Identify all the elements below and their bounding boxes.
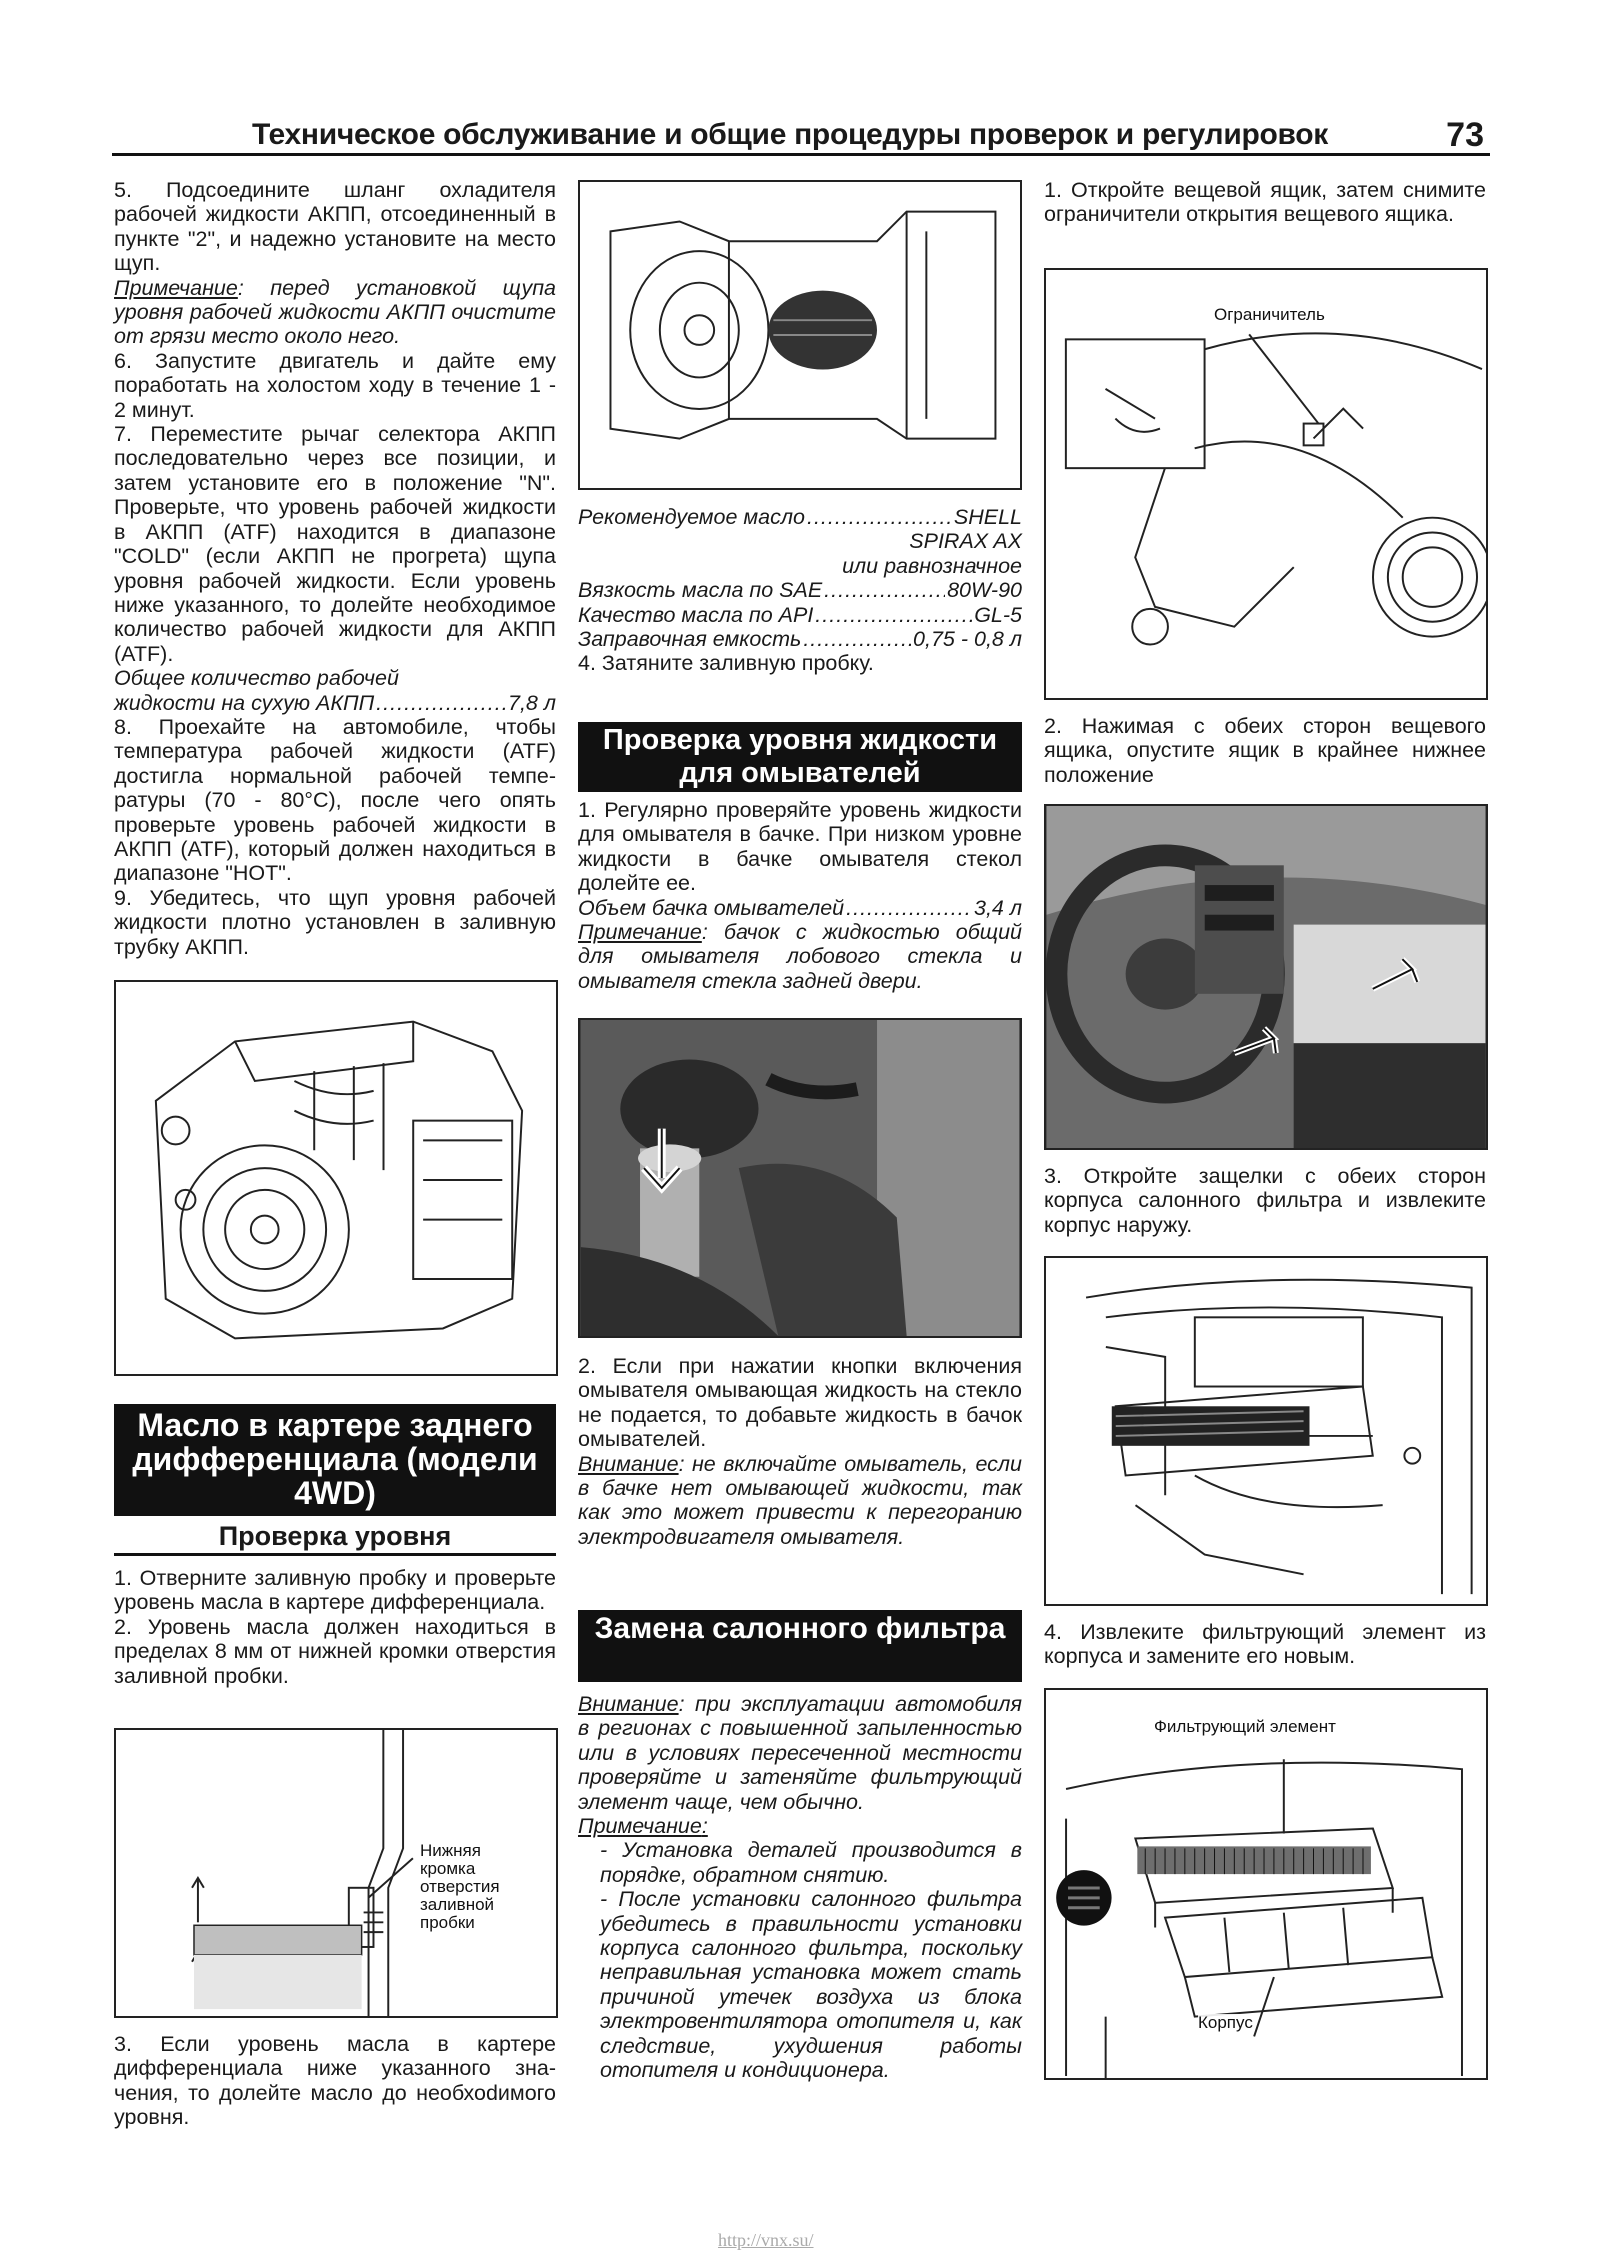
page-header — [112, 112, 1490, 156]
column-3-step3 — [1044, 1164, 1486, 1237]
spec-capacity-label: Заправочная емкость — [578, 627, 802, 652]
spec-rec-oil-label: Рекомендуемое масло — [578, 505, 805, 529]
column-3-step2 — [1044, 714, 1486, 787]
cockpit-photo — [1044, 804, 1488, 1150]
spec-sae — [578, 578, 1022, 602]
glovebox-limiter-illustration — [1044, 268, 1488, 700]
filter-step-4: 4. Извлеките фильтрующий элемент из корпуса и замените его новым. — [1044, 1620, 1486, 1669]
page-number: 73 — [1446, 116, 1484, 154]
diff-step-1: 1. Отверните заливную пробку и проверьте уровень масла в картере дифференциала. — [114, 1566, 556, 1615]
warning-2-label: Внимание — [578, 1692, 679, 1716]
spec-sae-value: 80W-90 — [947, 578, 1022, 603]
spec-capacity-value: 0,75 - 0,8 л — [913, 627, 1022, 652]
column-1-lower — [114, 1566, 556, 1688]
spec-api-label: Качество масла по API — [578, 602, 814, 627]
warning-2-text: : при эксплуатации автомобиля в регионах с повышенной запыленностью или в условиях пересеченной местности проверяйте и заmеняйте фильтрующий элемент чаще, чем обычно. — [578, 1692, 1022, 1814]
column-1-bottom — [114, 2032, 556, 2130]
note-3-label-text: Примечание — [578, 1814, 702, 1839]
note-3-item-1: - Установка деталей производится в порядке, обратном снятию. — [600, 1838, 1022, 1887]
section-rear-diff-title — [114, 1404, 556, 1516]
diff-plug-illustration — [114, 1728, 558, 2018]
spec-rec-oil — [578, 505, 1022, 529]
differential-illustration — [578, 180, 1022, 490]
column-2-washer — [578, 798, 1022, 993]
note-3-label: Примечание: — [578, 1814, 708, 1839]
washer-step-2: 2. Если при нажатии кнопки включения омывателя омывающая жидкость на стекло не подается, то добавьте жидкость в бачок омывателей. — [578, 1354, 1022, 1452]
section-washer-text: Проверка уровня жидкости для омывателей — [602, 724, 998, 789]
step-9: 9. Убедитесь, что щуп уровня рабочей жидкости плотно установлен в заливную трубку АКПП. — [114, 885, 556, 959]
diff-step-4: 4. Затяните заливную пробку. — [578, 651, 874, 676]
note-2-text: : бачок с жидкостью общий для омывателя лобового стекла и омывателя стекла задней двери. — [578, 920, 1022, 993]
column-2-specs — [578, 505, 1022, 676]
warning-1 — [578, 1452, 1022, 1550]
step-8: 8. Проехайте на автомобиле, чтобы температура рабочей жидкости (ATF) достигла нормальной рабочей температуры (70 - 80°С), после чего опять проверьте уровень рабочей жидкости в АКПП (ATF), который должен находиться в диапазоне "HOT". — [114, 714, 556, 886]
column-2-washer-2 — [578, 1354, 1022, 1549]
subsection-level-check-text: Проверка уровня — [218, 1521, 452, 1551]
header-title: Техническое обслуживание и общие процедуры проверок и регулировок — [252, 118, 1328, 151]
diff-step-3: 3. Если уровень масла в картере дифференциала ниже указанного значения, то долейте масло до необхоdимого уровня. — [114, 2032, 556, 2130]
column-3-step4 — [1044, 1620, 1486, 1669]
washer-reservoir-photo — [578, 1018, 1022, 1338]
note-1 — [114, 276, 556, 349]
column-3-top — [1044, 178, 1486, 227]
filter-housing-illustration — [1044, 1256, 1488, 1606]
diff-step-2: 2. Уровень масла должен находиться в пределах 8 мм от нижней кромки отверстия заливной пробки. — [114, 1614, 556, 1688]
filter-element-label: Фильтрующий элемент — [1154, 1717, 1336, 1736]
spec-volume-value: 3,4 л — [974, 895, 1022, 920]
section-filter-title — [578, 1610, 1022, 1682]
step-6: 6. Запустите двигатель и дайте ему поработать на холостом ходу в течение 1 - 2 минут. — [114, 348, 556, 422]
total-spec — [114, 691, 556, 715]
spec-api-value: GL-5 — [974, 602, 1022, 627]
step-5: 5. Подсоедините шланг охладителя рабочей жидкости АКПП, отсоединенный в пункте "2", и надежно установите на место щуп. — [114, 178, 556, 276]
column-2-filter — [578, 1692, 1022, 2083]
spec-rec-oil-value: SHELL — [953, 505, 1022, 529]
spec-volume-label: Объем бачка омывателей — [578, 895, 845, 920]
total-label-line: Общее количество рабочей — [114, 666, 399, 691]
section-washer-title — [578, 722, 1022, 792]
note-2-label: Примечание — [578, 920, 702, 945]
footer-link[interactable]: http://vnx.su/ — [718, 2230, 814, 2250]
note-1-text: : перед установкой щупа уровня рабочей жидкости АКПП очистите от грязи место около него. — [114, 275, 556, 349]
subsection-level-check — [114, 1520, 556, 1556]
note-3-item-2: - После установки салонного фильтра убедитесь в правильности установки корпуса салонного фильтра, поскольку неправильная установка может стать причиной утечек воздуха из блока электровентилятора отопителя и, как следствие, ухудшения работы отопителя и кондиционера. — [600, 1887, 1022, 2083]
filter-step-2: 2. Нажимая с обеих сторон вещевого ящика, опустите ящик в крайнее нижнее положение — [1044, 714, 1486, 787]
spec-rec-oil-value-2: SPIRAX AX — [909, 529, 1022, 554]
spec-sae-label: Вязкость масла по SAE — [578, 578, 823, 603]
warning-1-label: Внимание — [578, 1451, 679, 1476]
filter-step-3: 3. Откройте защелки с обеих сторон корпуса салонного фильтра и извлеките корпус наружу. — [1044, 1164, 1486, 1237]
total-label: жидкости на сухую АКПП — [114, 690, 375, 715]
filter-element-illustration — [1044, 1688, 1488, 2080]
total-value: 7,8 л — [508, 690, 556, 715]
diff-fig-label: Нижняя кромка отверстия заливной пробки — [420, 1842, 530, 1932]
filter-step-1: 1. Откройте вещевой ящик, затем снимите ограничители открытия вещевого ящика. — [1044, 178, 1486, 227]
warning-2 — [578, 1692, 1022, 1814]
column-1 — [114, 178, 556, 959]
spec-rec-oil-value-3: или равнозначное — [842, 553, 1022, 578]
washer-step-1: 1. Регулярно проверяйте уровень жидкости для омывателя в бачке. При низком уровне жидкости в бачке омывателя стекол долейте ее. — [578, 798, 1022, 896]
note-1-label: Примечание — [114, 275, 238, 300]
housing-label: Корпус — [1198, 2013, 1253, 2032]
section-filter-text: Замена салонного фильтра — [594, 1612, 1006, 1645]
warning-1-text: : не включайте омыватель, если в бачке нет омывающей жидкости, так как это может привести к перегоранию электродвигателя омывателя. — [578, 1451, 1022, 1549]
limiter-label: Ограничитель — [1214, 305, 1325, 324]
spec-capacity — [578, 627, 1022, 651]
step-7: 7. Переместите рычаг селектора АКПП последовательно через все позиции, и затем установите его в положение "N". Проверьте, что уровень рабочей жидкости в АКПП (ATF) находится в диапазоне "COLD" (если АКПП не прогрета) щупа уровня рабочей жидкости. Если уровень ниже указанного, то долейте необходимое количество рабочей жидкости для АКПП (ATF). — [114, 422, 556, 666]
note-2 — [578, 920, 1022, 993]
section-rear-diff-text: Масло в картере заднего дифференциала (модели 4WD) — [132, 1407, 538, 1511]
spec-api — [578, 603, 1022, 627]
spec-volume — [578, 896, 1022, 920]
transmission-illustration — [114, 980, 558, 1376]
